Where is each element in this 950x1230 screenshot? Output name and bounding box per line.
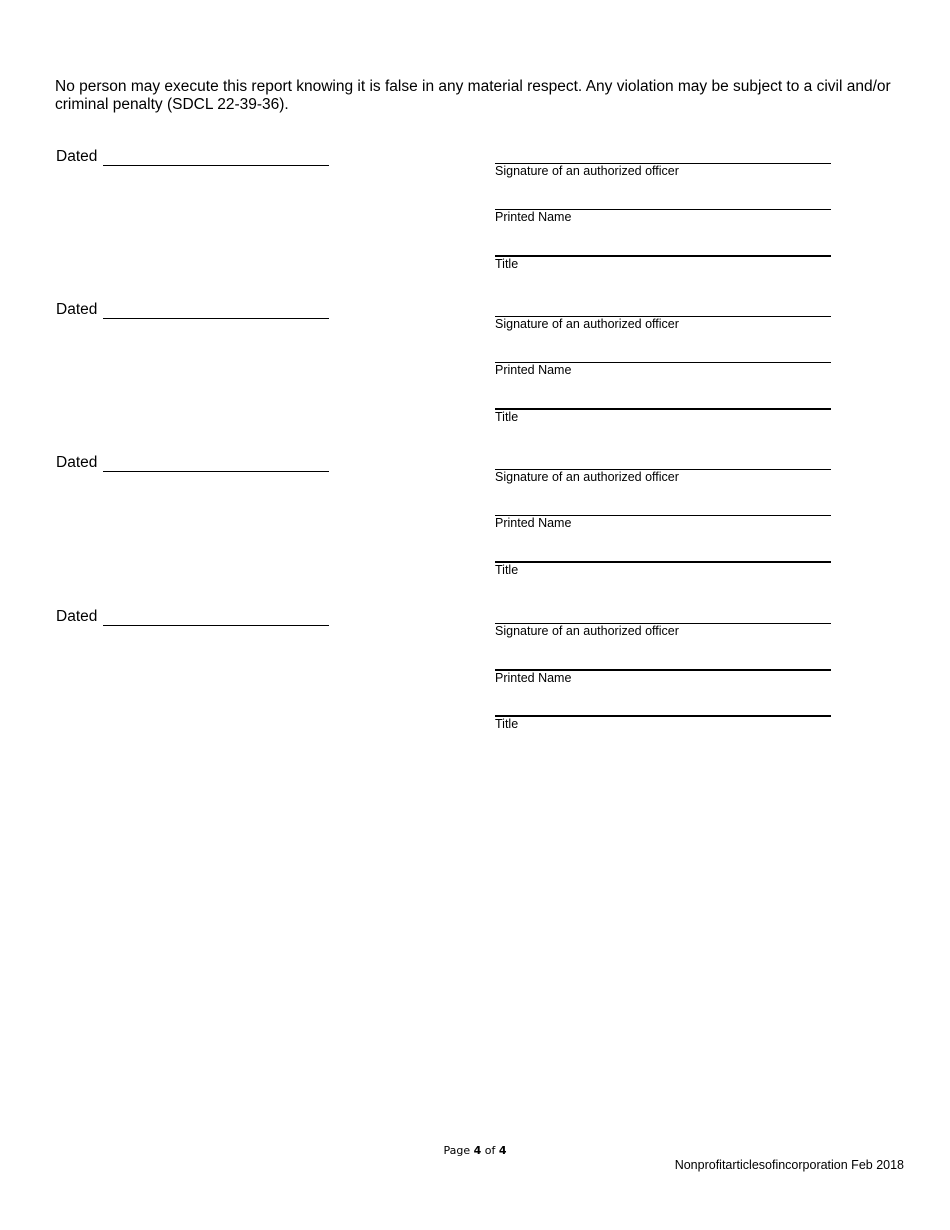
signature-field	[495, 300, 831, 332]
signature-label: Signature of an authorized officer	[495, 164, 679, 178]
title-input[interactable]	[495, 545, 831, 563]
dated-label: Dated	[56, 454, 98, 471]
page-current: 4	[473, 1144, 482, 1157]
printed-name-input[interactable]	[495, 346, 831, 363]
printed-name-input[interactable]	[495, 653, 831, 671]
signature-label: Signature of an authorized officer	[495, 624, 679, 638]
printed-name-input[interactable]	[495, 499, 831, 516]
printed-name-field	[495, 653, 831, 686]
signature-field	[495, 147, 831, 179]
title-field	[495, 392, 831, 425]
printed-name-field	[495, 193, 831, 225]
dated-input[interactable]	[103, 453, 329, 472]
signature-label: Signature of an authorized officer	[495, 470, 679, 484]
page-of: of	[484, 1144, 496, 1157]
printed-name-field	[495, 499, 831, 531]
title-input[interactable]	[495, 392, 831, 410]
title-label: Title	[495, 717, 519, 731]
signature-block	[0, 450, 950, 610]
dated-row	[56, 144, 329, 166]
signature-input[interactable]	[495, 147, 831, 164]
dated-label: Dated	[56, 608, 98, 625]
title-label: Title	[495, 410, 519, 424]
printed-name-label: Printed Name	[495, 363, 572, 377]
signature-field	[495, 607, 831, 639]
signature-field	[495, 453, 831, 485]
title-field	[495, 699, 831, 732]
page-number	[0, 1144, 950, 1157]
title-field	[495, 239, 831, 272]
dated-input[interactable]	[103, 147, 329, 166]
dated-label: Dated	[56, 301, 98, 318]
signature-input[interactable]	[495, 300, 831, 317]
printed-name-label: Printed Name	[495, 671, 572, 685]
printed-name-field	[495, 346, 831, 378]
dated-input[interactable]	[103, 300, 329, 319]
printed-name-input[interactable]	[495, 193, 831, 210]
title-label: Title	[495, 257, 519, 271]
signature-input[interactable]	[495, 607, 831, 624]
page-prefix: Page	[443, 1144, 471, 1157]
dated-row	[56, 604, 329, 626]
dated-row	[56, 450, 329, 472]
signature-input[interactable]	[495, 453, 831, 470]
signature-block	[0, 297, 950, 457]
printed-name-label: Printed Name	[495, 516, 572, 530]
title-field	[495, 545, 831, 578]
dated-input[interactable]	[103, 607, 329, 626]
dated-row	[56, 297, 329, 319]
title-label: Title	[495, 563, 519, 577]
page-total: 4	[498, 1144, 507, 1157]
printed-name-label: Printed Name	[495, 210, 572, 224]
title-input[interactable]	[495, 239, 831, 257]
signature-block	[0, 604, 950, 764]
signature-block	[0, 144, 950, 304]
title-input[interactable]	[495, 699, 831, 717]
penalty-notice: No person may execute this report knowing it is false in any material respect. Any violation may be subject to a civil and/or criminal penalty (SDCL 22-39-36).	[55, 78, 891, 113]
document-id: Nonprofitarticlesofincorporation Feb 2018	[674, 1158, 904, 1172]
signature-label: Signature of an authorized officer	[495, 317, 679, 331]
dated-label: Dated	[56, 148, 98, 165]
